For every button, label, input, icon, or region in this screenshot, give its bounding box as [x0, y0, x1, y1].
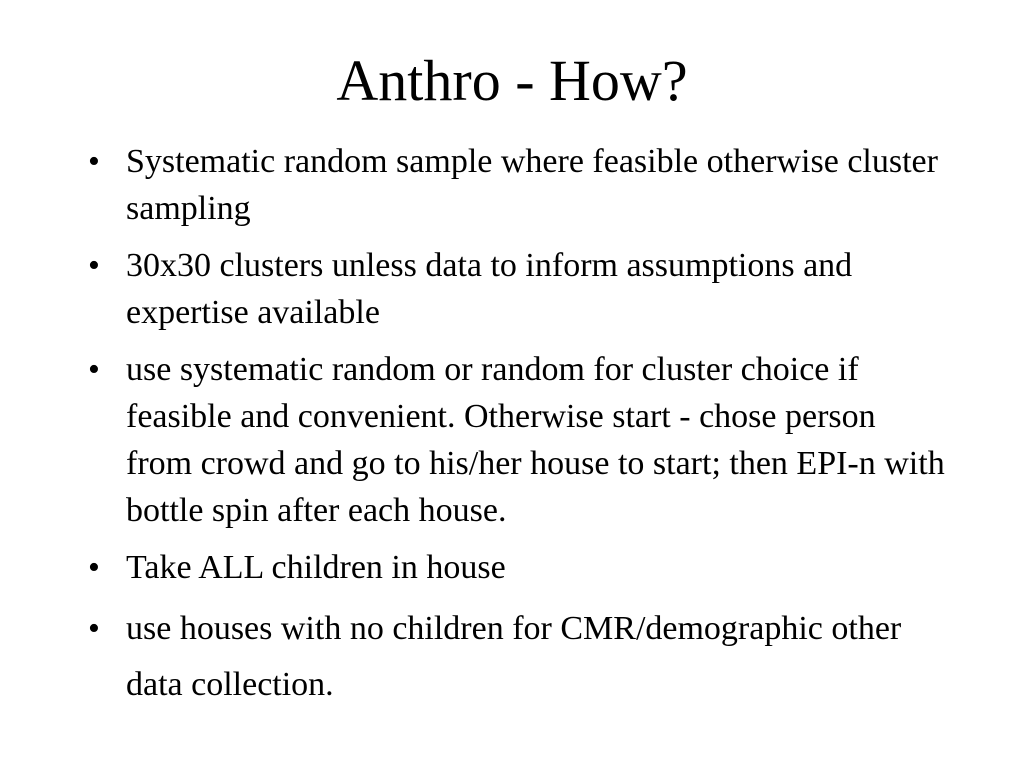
bullet-dot-icon: • [88, 549, 100, 586]
bullet-text: Systematic random sample where feasible otherwise cluster sampling [126, 143, 938, 227]
bullet-text: Take ALL children in house [126, 549, 506, 586]
bullet-text: use houses with no children for CMR/demographic other data collection. [126, 610, 902, 703]
bullet-dot-icon: • [88, 351, 100, 388]
bullet-item [88, 346, 948, 534]
bullet-dot-icon: • [88, 143, 100, 180]
bullet-item [88, 138, 948, 232]
bullet-item [88, 242, 948, 336]
bullet-dot-icon: • [88, 247, 100, 284]
bullet-item [88, 601, 948, 713]
bullet-dot-icon: • [88, 610, 100, 647]
bullet-list [88, 138, 948, 723]
slide-title: Anthro - How? [336, 48, 688, 113]
bullet-item [88, 544, 948, 591]
bullet-text: 30x30 clusters unless data to inform assumptions and expertise available [126, 247, 853, 331]
bullet-text: use systematic random or random for cluster choice if feasible and convenient. Otherwise start - chose person from crowd and go to his/her house to start; then EPI-n with bottle spin after each house. [126, 351, 945, 529]
